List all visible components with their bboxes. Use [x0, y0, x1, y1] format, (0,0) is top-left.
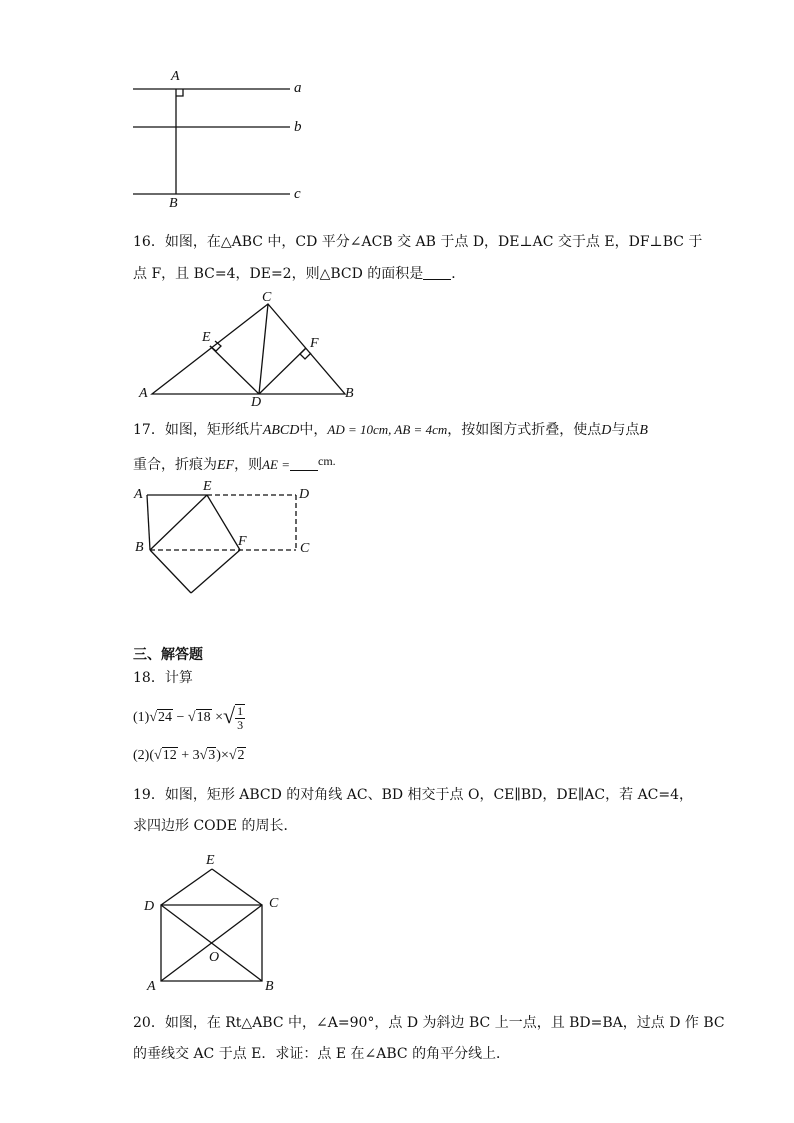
times-sign: ×: [215, 710, 224, 725]
segment-ab: [147, 495, 150, 550]
radicand-2: 2: [237, 748, 245, 763]
q20-line2: 的垂线交 AC 于点 E．求证：点 E 在∠ABC 的角平分线上．: [133, 1046, 511, 1062]
label-C: C: [269, 896, 279, 911]
segment-df: [259, 348, 306, 394]
rectangle-diagonals-figure: [150, 860, 270, 985]
part1-label: (1): [133, 710, 150, 725]
numerator: 1: [237, 703, 244, 718]
label-A: A: [139, 386, 148, 401]
q18-part2: (2)(√12 + 3√3)×√2: [133, 748, 245, 763]
q17-text-d: 与点: [611, 422, 640, 438]
folded-rectangle-figure: [140, 485, 315, 600]
triangle-figure: [140, 290, 360, 400]
label-C: C: [300, 541, 310, 556]
label-B: B: [135, 540, 144, 555]
label-B: B: [265, 979, 274, 994]
q17-crease: EF: [217, 458, 235, 473]
q17-line2: [133, 451, 336, 476]
label-F: F: [238, 534, 247, 549]
q16-line2: [133, 264, 465, 284]
q19-line2: 求四边形 CODE 的周长．: [133, 818, 298, 834]
label-b: b: [294, 119, 302, 135]
section-heading: 三、解答题: [133, 647, 203, 663]
q17-text-a: 17．如图，矩形纸片: [133, 422, 263, 438]
denominator: 3: [237, 717, 244, 732]
radicand-12: 12: [162, 748, 177, 763]
segment-be: [150, 495, 207, 550]
right-angle-mark: [176, 89, 183, 96]
q16-line1: 16．如图，在△ABC 中，CD 平分∠ACB 交 AB 于点 D，DE⊥AC 交于点 E，DF⊥BC 于: [133, 234, 703, 250]
answer-blank[interactable]: [290, 456, 318, 471]
q17-text-f: ，则: [234, 457, 263, 473]
label-E: E: [206, 853, 215, 868]
q17-ae: AE =: [262, 457, 291, 472]
label-c: c: [294, 186, 301, 202]
label-E: E: [203, 479, 212, 494]
plus-three: + 3: [181, 748, 200, 763]
q20-line1: 20．如图，在 Rt△ABC 中，∠A=90°，点 D 为斜边 BC 上一点，且 BD=BA，过点 D 作 BC: [133, 1015, 725, 1031]
q17-text-c: ，按如图方式折叠，使点: [447, 422, 602, 438]
segment-ce: [212, 869, 262, 905]
close-times: )×: [216, 748, 229, 763]
q19-line1: 19．如图，矩形 ABCD 的对角线 AC、BD 相交于点 O，CE∥BD，DE∥AC，若 AC=4，: [133, 787, 694, 803]
radicand-3: 3: [208, 748, 216, 763]
label-A: A: [171, 69, 180, 84]
segment-de: [161, 869, 212, 905]
q17-line1: [133, 420, 648, 441]
segment-ef: [207, 495, 240, 550]
folded-segment-1: [150, 550, 191, 593]
part2-label: (2)(: [133, 748, 154, 763]
q17-point-d: D: [601, 423, 612, 438]
q17-equation: AD = 10cm, AB = 4cm: [327, 422, 448, 437]
radicand-18: 18: [196, 710, 211, 725]
label-B: B: [169, 196, 178, 211]
q17-text-e: 重合，折痕为: [133, 457, 217, 473]
label-D: D: [251, 395, 262, 410]
label-E: E: [202, 330, 211, 345]
label-a: a: [294, 80, 302, 96]
q17-unit: cm.: [318, 454, 336, 468]
fraction-one-third: [235, 704, 245, 732]
label-D: D: [299, 487, 310, 502]
radicand-24: 24: [158, 710, 173, 725]
label-C: C: [262, 290, 272, 305]
label-D: D: [144, 899, 155, 914]
label-O: O: [209, 950, 220, 965]
q16-line2-end: ．: [451, 266, 466, 282]
answer-blank[interactable]: [423, 265, 451, 280]
segment-de: [210, 346, 259, 394]
label-B: B: [345, 386, 354, 401]
q17-text-b: 中，: [299, 422, 328, 438]
label-A: A: [134, 487, 143, 502]
segment-cd: [259, 304, 268, 394]
q18-part1: (1)√24 − √18 ×√ $\frac{1}{3}$: [133, 703, 244, 732]
minus-sign: −: [176, 710, 185, 725]
q18-title: 18．计算: [133, 670, 193, 686]
q16-line2-text: 点 F，且 BC=4，DE=2，则△BCD 的面积是: [133, 266, 424, 282]
folded-segment-2: [191, 550, 240, 593]
q17-rect-name: ABCD: [262, 423, 300, 438]
label-F: F: [310, 336, 319, 351]
label-A: A: [147, 979, 156, 994]
q17-point-b: B: [639, 423, 648, 438]
